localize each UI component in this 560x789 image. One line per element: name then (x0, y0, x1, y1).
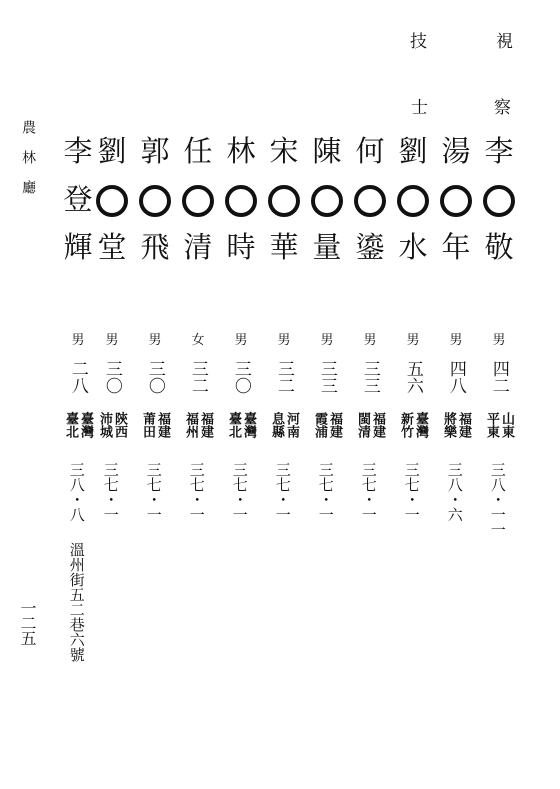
name-character: 李 (63, 134, 93, 168)
obscured-character-circle (440, 185, 472, 217)
name-character: 量 (312, 230, 342, 264)
staff-date: 三七・一 (359, 462, 378, 522)
staff-age: 三〇 (230, 360, 251, 394)
name-character: 華 (269, 230, 299, 264)
staff-date: 三七・一 (316, 462, 335, 522)
staff-native-province: 福建 (370, 412, 385, 438)
staff-native-province: 福建 (198, 412, 213, 438)
staff-name (133, 130, 177, 274)
staff-gender: 男 (492, 333, 506, 348)
name-character: 郭 (140, 134, 170, 168)
title-line-2-lower: 士 (407, 98, 427, 117)
staff-native-province: 臺灣 (241, 412, 256, 438)
name-character: 登 (63, 182, 93, 216)
staff-name (391, 130, 435, 274)
staff-date: 三七・一 (101, 462, 120, 522)
name-character: 湯 (441, 134, 471, 168)
staff-date: 三八・八 (67, 462, 86, 522)
staff-native-county: 臺北 (63, 412, 78, 438)
staff-age: 四八 (445, 360, 466, 394)
title-line-1-lower: 察 (490, 98, 510, 117)
staff-date: 三七・一 (402, 462, 421, 522)
staff-gender: 男 (449, 333, 463, 348)
staff-native-county: 息縣 (269, 412, 284, 438)
staff-date: 三七・一 (144, 462, 163, 522)
office-name: 農林廳 (20, 120, 36, 210)
staff-date: 三八・六 (445, 462, 464, 522)
name-character: 時 (226, 230, 256, 264)
obscured-character-circle (311, 185, 343, 217)
staff-gender: 男 (71, 333, 85, 348)
staff-gender: 男 (363, 333, 377, 348)
title-line-2-top: 技 (406, 32, 426, 51)
name-character: 林 (226, 134, 256, 168)
obscured-character-circle (268, 185, 300, 217)
staff-gender: 男 (277, 333, 291, 348)
staff-native-county: 新竹 (398, 412, 413, 438)
staff-gender: 男 (234, 333, 248, 348)
staff-native-county: 莆田 (140, 412, 155, 438)
staff-age: 四二 (488, 360, 509, 394)
staff-native-county: 霞浦 (312, 412, 327, 438)
staff-native-province: 臺灣 (413, 412, 428, 438)
title-line-1: 視 (492, 32, 512, 51)
name-character: 鎏 (355, 230, 385, 264)
name-character: 年 (441, 230, 471, 264)
obscured-character-circle (182, 185, 214, 217)
staff-age: 三三 (316, 360, 337, 394)
staff-native-province: 福建 (327, 412, 342, 438)
staff-address: 溫州街五二巷六號 (67, 542, 86, 662)
staff-name (262, 130, 306, 274)
staff-native-province: 陝西 (112, 412, 127, 438)
name-character: 飛 (140, 230, 170, 264)
staff-name (348, 130, 392, 274)
staff-native-county: 沛城 (97, 412, 112, 438)
staff-native-county: 平東 (484, 412, 499, 438)
staff-name (56, 130, 100, 274)
staff-gender: 男 (105, 333, 119, 348)
obscured-character-circle (139, 185, 171, 217)
name-character: 敬 (484, 230, 514, 264)
staff-name (176, 130, 220, 274)
obscured-character-circle (483, 185, 515, 217)
staff-name (305, 130, 349, 274)
staff-gender: 女 (191, 333, 205, 348)
obscured-character-circle (354, 185, 386, 217)
staff-name (219, 130, 263, 274)
page-number: 一二五 (18, 600, 37, 645)
staff-age: 二八 (67, 360, 88, 394)
staff-native-county: 將樂 (441, 412, 456, 438)
name-character: 清 (183, 230, 213, 264)
staff-age: 三〇 (144, 360, 165, 394)
staff-name (434, 130, 478, 274)
staff-gender: 男 (406, 333, 420, 348)
staff-age: 五六 (402, 360, 423, 394)
staff-age: 三二 (187, 360, 208, 394)
name-character: 何 (355, 134, 385, 168)
obscured-character-circle (225, 185, 257, 217)
obscured-character-circle (96, 185, 128, 217)
staff-age: 三二 (273, 360, 294, 394)
staff-native-province: 福建 (456, 412, 471, 438)
staff-native-county: 閩清 (355, 412, 370, 438)
staff-native-county: 福州 (183, 412, 198, 438)
staff-name (477, 130, 521, 274)
staff-native-province: 山東 (499, 412, 514, 438)
name-character: 輝 (63, 230, 93, 264)
staff-native-county: 臺北 (226, 412, 241, 438)
staff-gender: 男 (320, 333, 334, 348)
name-character: 李 (484, 134, 514, 168)
staff-date: 三七・一 (230, 462, 249, 522)
staff-date: 三八・一一 (488, 462, 507, 537)
staff-date: 三七・一 (273, 462, 292, 522)
name-character: 劉 (97, 134, 127, 168)
name-character: 陳 (312, 134, 342, 168)
name-character: 宋 (269, 134, 299, 168)
name-character: 任 (183, 134, 213, 168)
staff-date: 三七・一 (187, 462, 206, 522)
name-character: 堂 (97, 230, 127, 264)
obscured-character-circle (397, 185, 429, 217)
staff-native-province: 河南 (284, 412, 299, 438)
staff-age: 三三 (359, 360, 380, 394)
name-character: 水 (398, 230, 428, 264)
staff-age: 三〇 (101, 360, 122, 394)
name-character: 劉 (398, 134, 428, 168)
staff-native-province: 福建 (155, 412, 170, 438)
staff-gender: 男 (148, 333, 162, 348)
staff-native-province: 臺灣 (78, 412, 93, 438)
